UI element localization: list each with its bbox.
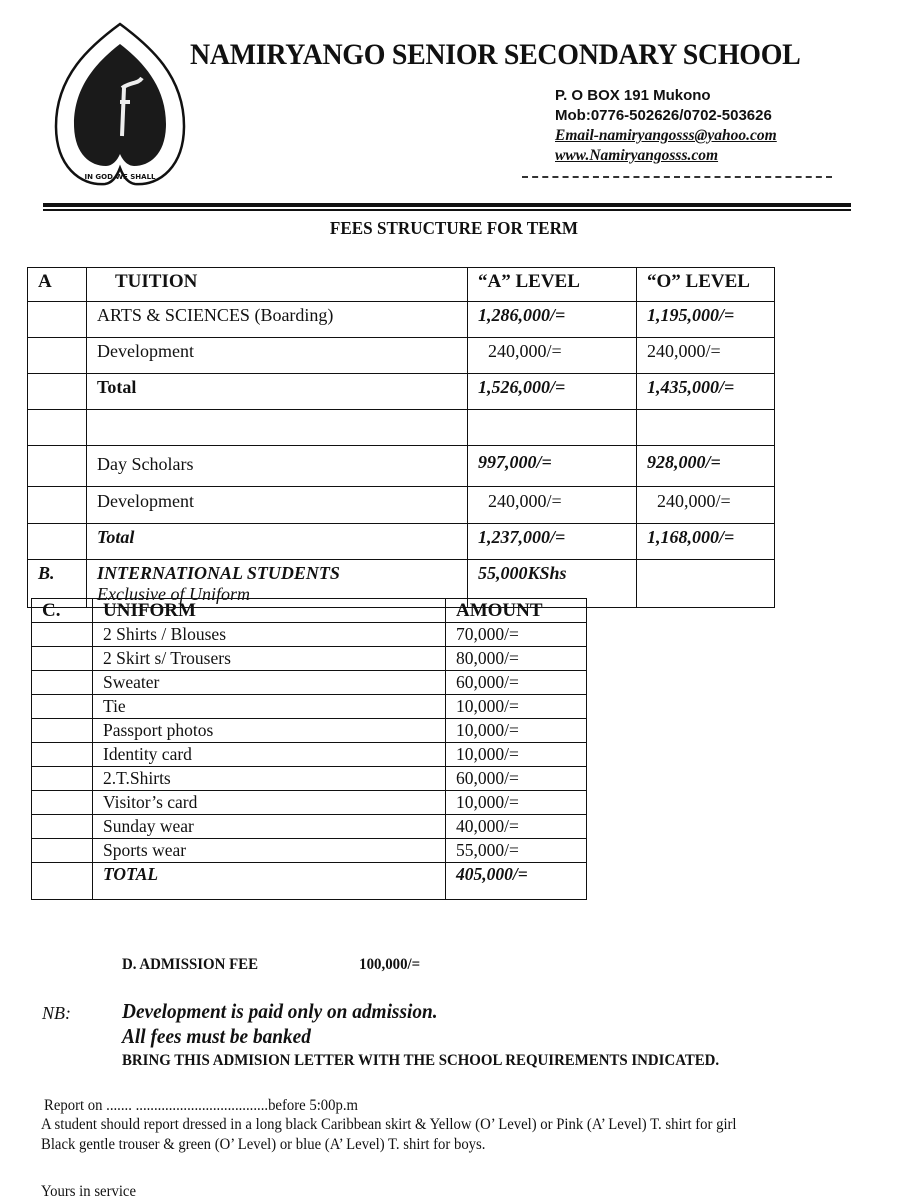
table-row [28, 302, 775, 338]
website-link[interactable]: www.Namiryangosss.com [555, 147, 719, 164]
uniform-item: 2.T.Shirts [93, 767, 446, 791]
table-row [32, 767, 587, 791]
o-level-amount: 1,435,000/= [637, 374, 775, 410]
column-header: “A” LEVEL [468, 268, 637, 302]
total-row [32, 863, 587, 900]
uniform-item: Identity card [93, 743, 446, 767]
admission-fee [122, 956, 421, 974]
total-label: TOTAL [93, 863, 446, 900]
uniform-item: Visitor’s card [93, 791, 446, 815]
table-row [32, 839, 587, 863]
admission-fee-amount: 100,000/= [359, 956, 421, 973]
table-row [32, 623, 587, 647]
table-row [32, 695, 587, 719]
school-crest-logo [50, 16, 190, 194]
note-banked: All fees must be banked [122, 1024, 311, 1048]
a-level-amount: 997,000/= [468, 446, 637, 487]
a-level-amount [468, 410, 637, 446]
uniform-amount: 40,000/= [446, 815, 587, 839]
table-row [28, 524, 775, 560]
document-title: FEES STRUCTURE FOR TERM [329, 218, 579, 238]
o-level-amount: 928,000/= [637, 446, 775, 487]
total-amount: 405,000/= [446, 863, 587, 900]
row-label [87, 410, 468, 446]
school-name: NAMIRYANGO SENIOR SECONDARY SCHOOL [190, 38, 801, 71]
table-row [28, 446, 775, 487]
column-header: AMOUNT [446, 599, 587, 623]
row-label: Total [87, 374, 468, 410]
uniform-amount: 10,000/= [446, 719, 587, 743]
nb-label: NB: [42, 1003, 71, 1023]
tuition-table [27, 267, 775, 608]
mobile-numbers: Mob:0776-502626/0702-503626 [555, 107, 772, 124]
a-level-amount: 1,286,000/= [468, 302, 637, 338]
header-rule-thick [43, 203, 851, 207]
dress-code-boys: Black gentle trouser & green (O’ Level) or blue (A’ Level) T. shirt for boys. [41, 1136, 486, 1153]
dotted-divider [522, 176, 832, 178]
uniform-amount: 55,000/= [446, 839, 587, 863]
section-label: A [28, 268, 87, 302]
table-header-row [32, 599, 587, 623]
o-level-amount: 1,195,000/= [637, 302, 775, 338]
uniform-item: Sports wear [93, 839, 446, 863]
row-label: Development [87, 487, 468, 524]
uniform-item: Tie [93, 695, 446, 719]
note-bring-letter: BRING THIS ADMISION LETTER WITH THE SCHOOL REQUIREMENTS INDICATED. [122, 1052, 720, 1069]
uniform-amount: 60,000/= [446, 671, 587, 695]
table-row [28, 487, 775, 524]
note-development: Development is paid only on admission. [122, 999, 438, 1023]
email-link[interactable]: Email-namiryangosss@yahoo.com [555, 127, 777, 144]
uniform-amount: 10,000/= [446, 695, 587, 719]
international-amount: 55,000KShs [468, 560, 637, 608]
table-row [28, 338, 775, 374]
table-row-empty [28, 410, 775, 446]
table-row [32, 743, 587, 767]
a-level-amount: 1,526,000/= [468, 374, 637, 410]
table-row [32, 671, 587, 695]
uniform-item: 2 Skirt s/ Trousers [93, 647, 446, 671]
row-label: Development [87, 338, 468, 374]
uniform-item: Sunday wear [93, 815, 446, 839]
uniform-table [31, 598, 587, 900]
section-label: B. [28, 560, 87, 608]
table-header-row [28, 268, 775, 302]
uniform-item: Passport photos [93, 719, 446, 743]
table-row [32, 719, 587, 743]
uniform-amount: 80,000/= [446, 647, 587, 671]
report-date-line: Report on ....... ....................................before 5:00p.m [44, 1097, 358, 1114]
row-label: ARTS & SCIENCES (Boarding) [87, 302, 468, 338]
uniform-amount: 10,000/= [446, 743, 587, 767]
uniform-item: 2 Shirts / Blouses [93, 623, 446, 647]
table-row [32, 647, 587, 671]
admission-fee-label: D. ADMISSION FEE [122, 956, 259, 973]
a-level-amount: 1,237,000/= [468, 524, 637, 560]
uniform-amount: 10,000/= [446, 791, 587, 815]
table-row [32, 815, 587, 839]
header-rule-thin [43, 209, 851, 211]
o-level-amount [637, 410, 775, 446]
uniform-amount: 60,000/= [446, 767, 587, 791]
o-level-amount: 1,168,000/= [637, 524, 775, 560]
contact-block [555, 86, 777, 166]
row-note: Exclusive of Uniform [97, 584, 250, 604]
closing-line: Yours in service [41, 1183, 137, 1200]
a-level-amount: 240,000/= [468, 338, 637, 374]
column-header: UNIFORM [93, 599, 446, 623]
section-label: C. [32, 599, 93, 623]
uniform-amount: 70,000/= [446, 623, 587, 647]
uniform-item: Sweater [93, 671, 446, 695]
a-level-amount: 240,000/= [468, 487, 637, 524]
o-level-amount: 240,000/= [637, 487, 775, 524]
table-row [32, 791, 587, 815]
row-label: Total [87, 524, 468, 560]
table-row [28, 374, 775, 410]
o-level-amount: 240,000/= [637, 338, 775, 374]
column-header: “O” LEVEL [637, 268, 775, 302]
po-box: P. O BOX 191 Mukono [555, 87, 711, 104]
row-label: Day Scholars [87, 446, 468, 487]
column-header: TUITION [87, 268, 468, 302]
row-label: INTERNATIONAL STUDENTS [97, 563, 340, 583]
dress-code-girls: A student should report dressed in a long black Caribbean skirt & Yellow (O’ Level) or Pink (A’ Level) T. shirt for girl [41, 1116, 737, 1133]
svg-text:IN GOD WE SHALL: IN GOD WE SHALL [84, 173, 156, 181]
